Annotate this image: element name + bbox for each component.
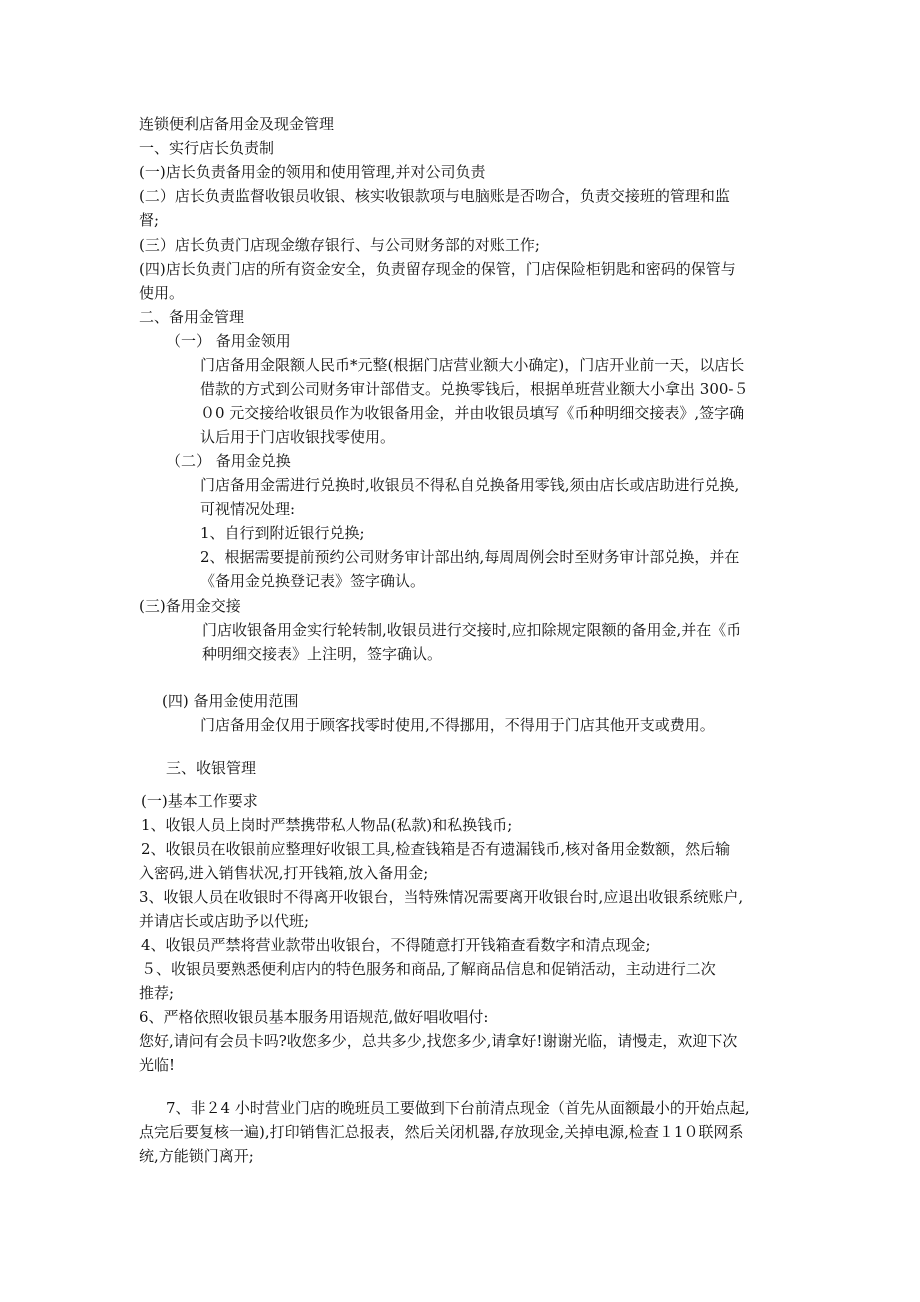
section-2-sub2-line: 可视情况处理: (200, 500, 296, 518)
section-2-sub2-heading: （二） 备用金兑换 (166, 452, 291, 470)
section-2-sub4-heading: (四) 备用金使用范围 (162, 692, 299, 710)
section-3-line: 6、严格依照收银员基本服务用语规范,做好唱收唱付: (139, 1008, 489, 1026)
section-2-sub2-line: 2、根据需要提前预约公司财务审计部出纳,每周周例会时至财务审计部兑换，并在 (200, 548, 740, 566)
section-3-heading: 三、收银管理 (166, 759, 257, 777)
section-1-item-1: (一)店长负责备用金的领用和使用管理,并对公司负责 (139, 163, 486, 181)
section-3-line: 光临! (139, 1056, 176, 1074)
section-1-item-4-cont: 使用。 (139, 284, 185, 302)
section-2-sub3-line: 种明细交接表》上注明，签字确认。 (202, 645, 443, 663)
section-2-sub2-line: 《备用金兑换登记表》签字确认。 (200, 572, 426, 590)
section-3-line: 您好,请问有会员卡吗?收您多少，总共多少,找您多少,请拿好!谢谢光临，请慢走，欢迎下次 (139, 1032, 738, 1050)
section-2-sub3-heading: (三)备用金交接 (139, 597, 241, 615)
section-2-sub1-line: 门店备用金限额人民币*元整(根据门店营业额大小确定)，门店开业前一天，以店长 (200, 356, 745, 374)
section-3-line: 1、收银人员上岗时严禁携带私人物品(私款)和私换钱币; (141, 816, 513, 834)
section-3-sub1-heading: (一)基本工作要求 (141, 792, 258, 810)
section-1-item-2: (二）店长负责监督收银员收银、核实收银款项与电脑账是否吻合，负责交接班的管理和监 (139, 187, 730, 205)
section-2-sub1-line: ０0 元交接给收银员作为收银备用金，并由收银员填写《币种明细交接表》,签字确 (200, 404, 745, 422)
section-3-line: 推荐; (139, 984, 175, 1002)
section-3-item-7: 7、非２4 小时营业门店的晚班员工要做到下台前清点现金（首先从面额最小的开始点起, (166, 1099, 750, 1117)
section-2-sub1-line: 借款的方式到公司财务审计部借支。兑换零钱后，根据单班营业额大小拿出 300-５ (200, 380, 749, 398)
section-2-sub4-line: 门店备用金仅用于顾客找零时使用,不得挪用，不得用于门店其他开支或费用。 (200, 716, 715, 734)
section-3-line: 4、收银员严禁将营业款带出收银台，不得随意打开钱箱查看数字和清点现金; (141, 936, 651, 954)
section-3-line: 入密码,进入销售状况,打开钱箱,放入备用金; (139, 864, 429, 882)
section-2-sub1-heading: （一） 备用金领用 (166, 332, 291, 350)
section-3-line: 3、收银人员在收银时不得离开收银台，当特殊情况需要离开收银台时,应退出收银系统账户, (139, 888, 744, 906)
section-1-item-3: (三）店长负责门店现金缴存银行、与公司财务部的对账工作; (139, 236, 540, 254)
section-1-heading: 一、实行店长负责制 (139, 139, 275, 157)
section-3-item-7-cont: 统,方能锁门离开; (139, 1147, 254, 1165)
section-2-heading: 二、备用金管理 (139, 308, 245, 326)
section-2-sub3-line: 门店收银备用金实行轮转制,收银员进行交接时,应扣除规定限额的备用金,并在《币 (202, 621, 742, 639)
section-3-line: 并请店长或店助予以代班; (139, 912, 310, 930)
section-3-line: 2、收银员在收银前应整理好收银工具,检查钱箱是否有遗漏钱币,核对备用金数额，然后输 (141, 840, 731, 858)
section-1-item-4: (四)店长负责门店的所有资金安全，负责留存现金的保管，门店保险柜钥匙和密码的保管与 (139, 260, 736, 278)
section-2-sub2-line: 门店备用金需进行兑换时,收银员不得私自兑换备用零钱,须由店长或店助进行兑换, (200, 476, 740, 494)
section-2-sub1-line: 认后用于门店收银找零使用。 (200, 428, 396, 446)
section-3-line: ５、收银员要熟悉便利店内的特色服务和商品,了解商品信息和促销活动，主动进行二次 (141, 960, 716, 978)
section-1-item-2-cont: 督; (139, 211, 160, 229)
section-3-item-7-cont: 点完后要复核一遍),打印销售汇总报表，然后关闭机器,存放现金,关掉电源,检查１1０联网系 (139, 1123, 744, 1141)
document-title: 连锁便利店备用金及现金管理 (139, 115, 335, 133)
section-2-sub2-line: 1、自行到附近银行兑换; (200, 524, 365, 542)
